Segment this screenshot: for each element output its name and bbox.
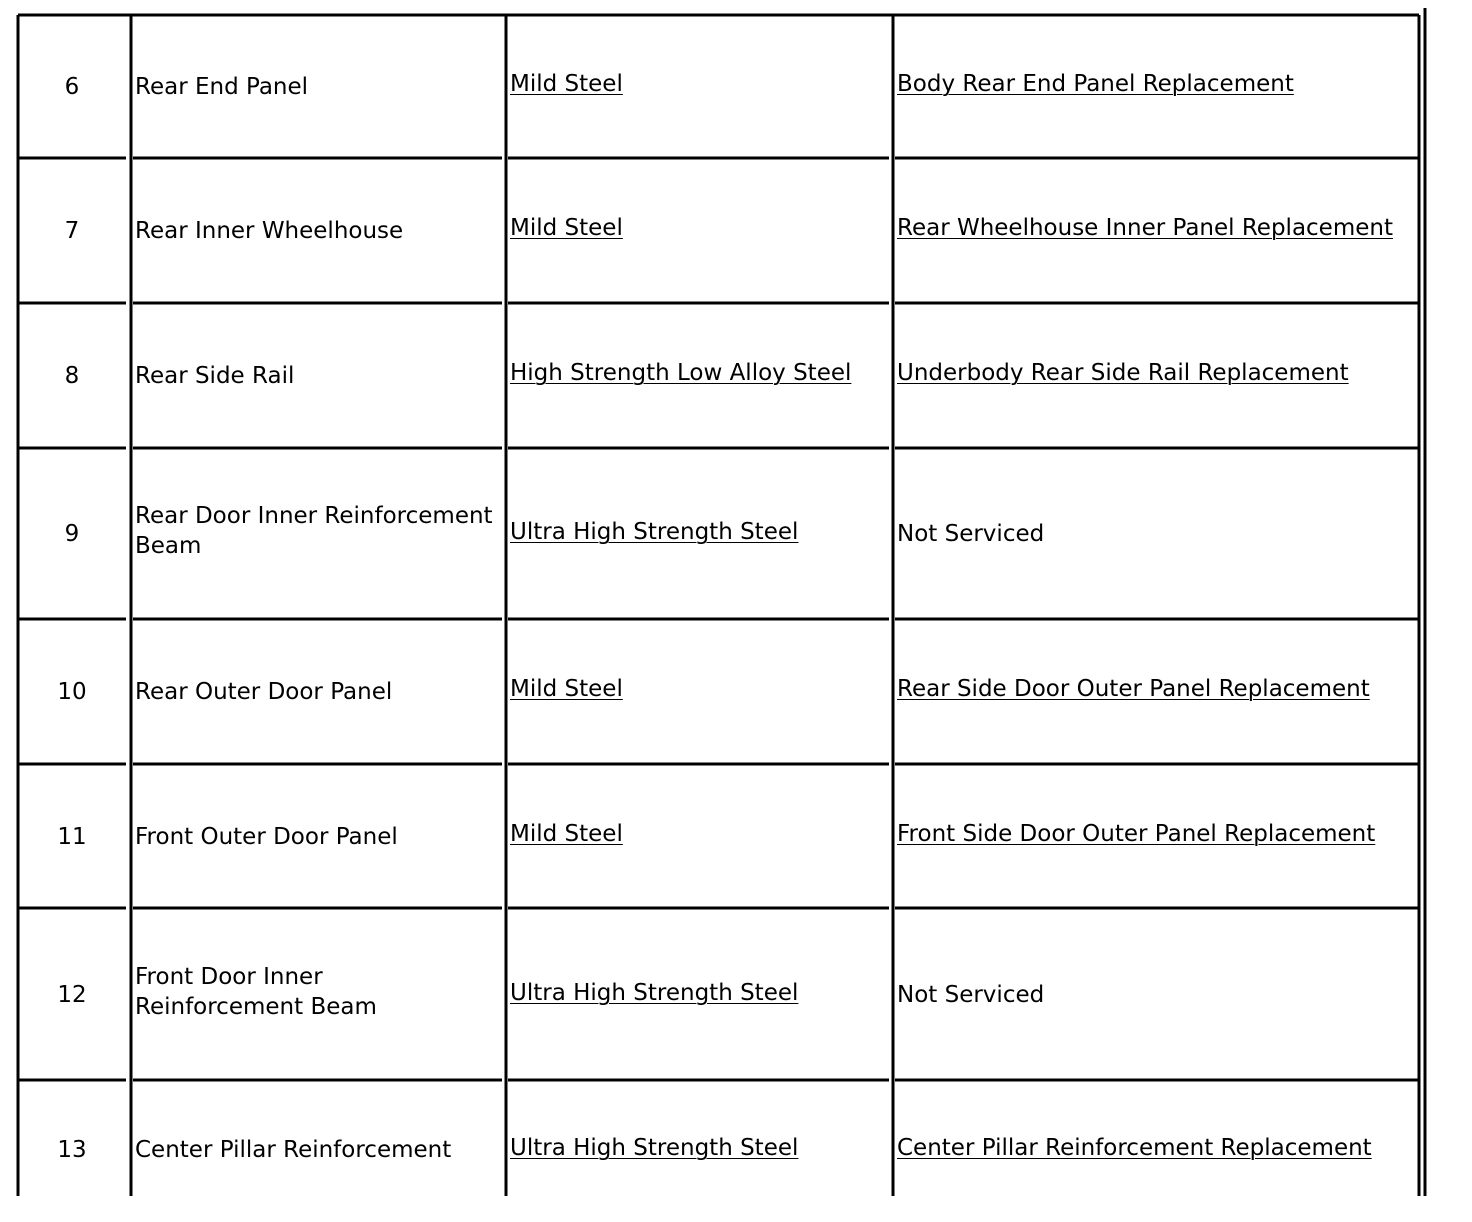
component-cell xyxy=(135,621,497,763)
service-procedure-link[interactable]: Underbody Rear Side Rail Replacement xyxy=(897,360,1349,386)
material-link[interactable]: Mild Steel xyxy=(510,71,623,97)
material-cell xyxy=(510,17,886,157)
row-number: 12 xyxy=(57,981,87,1008)
service-status-text: Not Serviced xyxy=(897,981,1045,1008)
service-cell xyxy=(897,621,1417,763)
material-link[interactable]: Mild Steel xyxy=(510,215,623,241)
table-row xyxy=(0,621,1472,763)
row-number: 11 xyxy=(57,823,87,850)
table-row xyxy=(0,17,1472,157)
row-number-cell xyxy=(18,910,126,1079)
table-row xyxy=(0,160,1472,302)
row-number-cell xyxy=(18,1082,126,1222)
material-link[interactable]: Mild Steel xyxy=(510,676,623,702)
row-number: 9 xyxy=(64,521,80,547)
component-name: Center Pillar Reinforcement xyxy=(135,1137,452,1163)
row-number-cell xyxy=(18,305,126,447)
service-cell xyxy=(897,160,1417,302)
material-link[interactable]: Ultra High Strength Steel xyxy=(510,519,799,545)
material-cell xyxy=(510,305,886,447)
service-cell xyxy=(897,450,1417,618)
component-name: Rear Door Inner Reinforcement Beam xyxy=(135,503,493,559)
row-number-cell xyxy=(18,450,126,618)
row-number: 8 xyxy=(64,363,80,389)
component-name: Front Door Inner Reinforcement Beam xyxy=(135,963,377,1020)
service-procedure-link[interactable]: Rear Wheelhouse Inner Panel Replacement xyxy=(897,215,1393,241)
table-row xyxy=(0,1082,1472,1222)
row-number-cell xyxy=(18,766,126,907)
component-name: Rear Inner Wheelhouse xyxy=(135,218,404,244)
service-cell xyxy=(897,17,1417,157)
component-name: Front Outer Door Panel xyxy=(135,823,398,850)
service-procedure-link[interactable]: Body Rear End Panel Replacement xyxy=(897,71,1294,97)
material-cell xyxy=(510,160,886,302)
component-cell xyxy=(135,766,497,907)
service-procedure-link[interactable]: Rear Side Door Outer Panel Replacement xyxy=(897,676,1370,702)
service-status-text: Not Serviced xyxy=(897,521,1045,547)
table-row xyxy=(0,766,1472,907)
row-number-cell xyxy=(18,160,126,302)
service-cell xyxy=(897,1082,1417,1222)
material-cell xyxy=(510,450,886,618)
material-link[interactable]: High Strength Low Alloy Steel xyxy=(510,360,852,386)
row-number: 13 xyxy=(57,1137,87,1163)
component-cell xyxy=(135,1082,497,1222)
service-procedure-link[interactable]: Center Pillar Reinforcement Replacement xyxy=(897,1135,1372,1161)
component-cell xyxy=(135,450,497,618)
material-link[interactable]: Ultra High Strength Steel xyxy=(510,1135,799,1161)
material-cell xyxy=(510,621,886,763)
table-row xyxy=(0,450,1472,618)
material-cell xyxy=(510,1082,886,1222)
row-number-cell xyxy=(18,17,126,157)
service-cell xyxy=(897,910,1417,1079)
row-number: 7 xyxy=(64,218,80,244)
material-link[interactable]: Ultra High Strength Steel xyxy=(510,979,799,1006)
service-procedure-link[interactable]: Front Side Door Outer Panel Replacement xyxy=(897,820,1376,847)
component-cell xyxy=(135,17,497,157)
row-number: 10 xyxy=(57,679,87,705)
component-name: Rear Outer Door Panel xyxy=(135,679,393,705)
material-cell xyxy=(510,766,886,907)
component-name: Rear Side Rail xyxy=(135,363,295,389)
table-row xyxy=(0,305,1472,447)
row-number: 6 xyxy=(64,74,80,100)
component-cell xyxy=(135,305,497,447)
service-cell xyxy=(897,305,1417,447)
component-name: Rear End Panel xyxy=(135,74,309,100)
service-cell xyxy=(897,766,1417,907)
table-row xyxy=(0,910,1472,1079)
component-cell xyxy=(135,160,497,302)
row-number-cell xyxy=(18,621,126,763)
material-cell xyxy=(510,910,886,1079)
material-link[interactable]: Mild Steel xyxy=(510,820,623,847)
component-cell xyxy=(135,910,497,1079)
